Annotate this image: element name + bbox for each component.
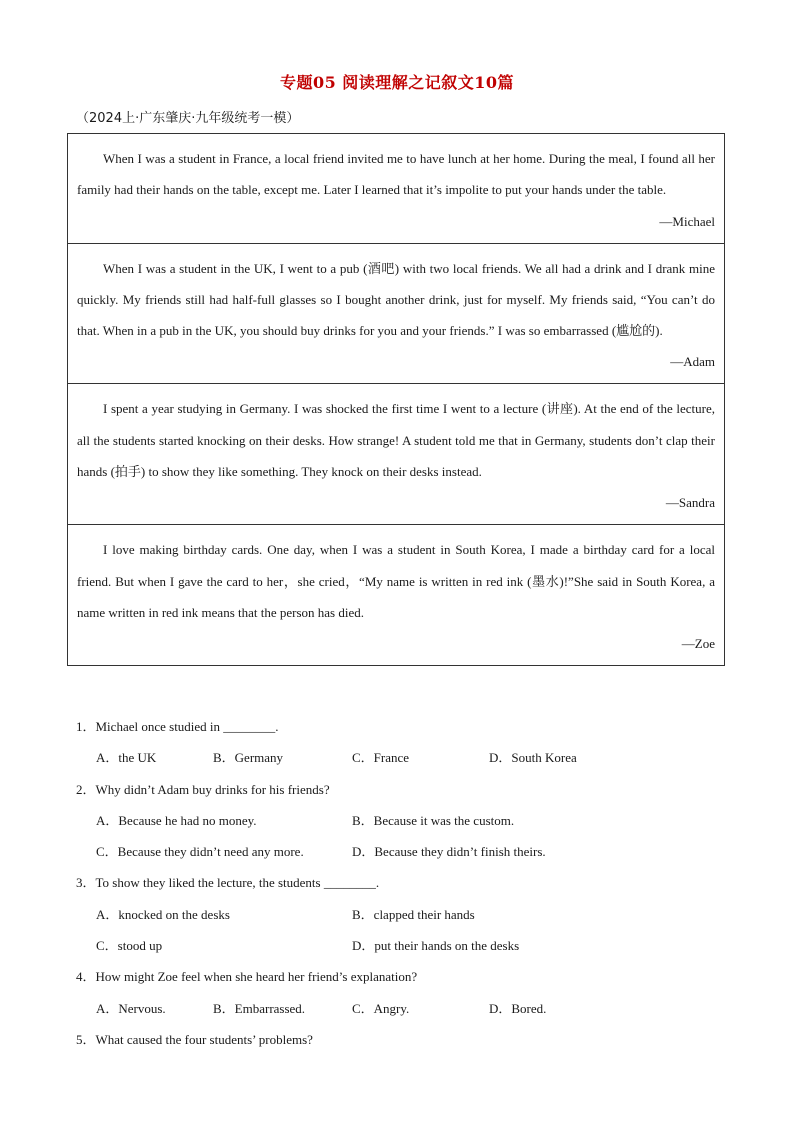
option-b[interactable]: B．Embarrassed. bbox=[213, 1000, 306, 1016]
question-stem: 3．To show they liked the lecture, the students ________. bbox=[76, 875, 380, 891]
option-b[interactable]: B．Because it was the custom. bbox=[352, 812, 515, 828]
option-row bbox=[76, 899, 726, 930]
option-row bbox=[76, 805, 726, 836]
option-a[interactable]: A．knocked on the desks bbox=[96, 906, 230, 922]
option-c[interactable]: C．Because they didn’t need any more. bbox=[96, 844, 304, 860]
option-d[interactable]: D．Because they didn’t finish theirs. bbox=[352, 844, 546, 860]
option-c[interactable]: C．Angry. bbox=[352, 1000, 410, 1016]
option-b[interactable]: B．Germany bbox=[213, 750, 284, 766]
passage-text: When I was a student in the UK, I went to a pub (酒吧) with two local friends. We all had a drink and I drank mine quickly. My friends still had half-full glasses so I bought another drink, just for myself. My friends said, “You can’t do that. When in a pub in the UK, you should buy drinks for you and your friends.” I was so embarrassed (尴尬的). bbox=[77, 260, 715, 339]
option-a[interactable]: A．Nervous. bbox=[96, 1000, 166, 1016]
option-c[interactable]: C．France bbox=[352, 750, 410, 766]
passage-cell bbox=[68, 244, 724, 385]
option-b[interactable]: B．clapped their hands bbox=[352, 906, 475, 922]
passage-author: —Zoe bbox=[681, 636, 715, 652]
passage-author: —Adam bbox=[670, 354, 715, 370]
option-d[interactable]: D．put their hands on the desks bbox=[352, 938, 520, 954]
passage-author: —Sandra bbox=[665, 495, 715, 511]
passage-text: I love making birthday cards. One day, when I was a student in South Korea, I made a birthday card for a local friend. But when I gave the card to her，she cried，“My name is written in red ink (墨水)!”She said in South Korea, a name written in red ink means that the person has died. bbox=[77, 542, 715, 620]
option-c[interactable]: C．stood up bbox=[96, 938, 163, 954]
source-line: （2024上·广东肇庆·九年级统考一模） bbox=[76, 111, 300, 126]
question-stem: 2．Why didn’t Adam buy drinks for his friends? bbox=[76, 781, 330, 797]
passage-cell bbox=[68, 134, 724, 244]
question-stem: 5．What caused the four students’ problems? bbox=[76, 1031, 313, 1047]
option-row bbox=[76, 836, 726, 867]
option-row bbox=[76, 930, 726, 961]
passage-text: When I was a student in France, a local friend invited me to have lunch at her home. During the meal, I found all her family had their hands on the table, except me. Later I learned that it’s impolite to put your hands under the table. bbox=[77, 151, 715, 198]
option-row bbox=[76, 742, 726, 773]
passage-cell bbox=[68, 384, 724, 525]
page-title: 专题05 阅读理解之记叙文10篇 bbox=[279, 73, 515, 92]
option-a[interactable]: A．Because he had no money. bbox=[96, 812, 257, 828]
question-list bbox=[76, 711, 726, 1055]
passage-author: —Michael bbox=[659, 213, 715, 229]
passage-cell bbox=[68, 525, 724, 665]
passage-table bbox=[67, 133, 725, 666]
question-stem: 1．Michael once studied in ________. bbox=[76, 719, 279, 734]
option-d[interactable]: D．South Korea bbox=[489, 750, 577, 766]
option-d[interactable]: D．Bored. bbox=[489, 1000, 547, 1016]
passage-text: I spent a year studying in Germany. I was shocked the first time I went to a lecture (讲座). At the end of the lecture, all the students started knocking on their desks. How strange! A student told me that in Germany, students don’t clap their hands (拍手) to show they like something. They knock on their desks instead. bbox=[77, 401, 715, 480]
option-row bbox=[76, 993, 726, 1024]
question-stem: 4．How might Zoe feel when she heard her friend’s explanation? bbox=[76, 969, 418, 985]
option-a[interactable]: A．the UK bbox=[96, 750, 157, 766]
